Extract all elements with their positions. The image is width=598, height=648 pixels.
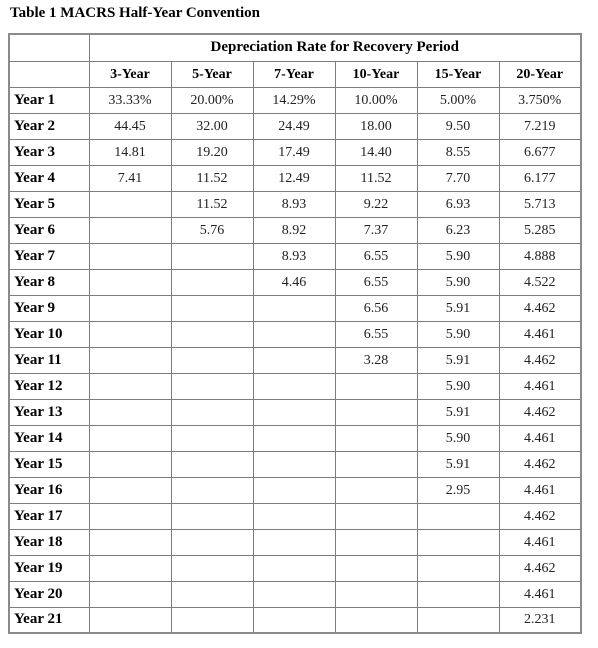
column-header: 20-Year (499, 61, 581, 87)
rate-cell (417, 503, 499, 529)
rate-cell: 4.46 (253, 269, 335, 295)
macrs-table (8, 33, 582, 634)
rate-cell: 7.219 (499, 113, 581, 139)
table-row (9, 399, 581, 425)
table-caption: Table 1 MACRS Half-Year Convention (10, 5, 261, 21)
rate-cell (253, 477, 335, 503)
rate-cell: 6.23 (417, 217, 499, 243)
row-label: Year 12 (9, 373, 89, 399)
header-row-label-cell (9, 61, 89, 87)
table-row (9, 113, 581, 139)
row-label: Year 1 (9, 87, 89, 113)
rate-cell: 8.93 (253, 243, 335, 269)
table-row (9, 139, 581, 165)
rate-cell (417, 581, 499, 607)
row-label: Year 8 (9, 269, 89, 295)
rate-cell: 5.90 (417, 321, 499, 347)
rate-cell (253, 503, 335, 529)
rate-cell (89, 295, 171, 321)
column-header: 3-Year (89, 61, 171, 87)
rate-cell (335, 581, 417, 607)
rate-cell (171, 503, 253, 529)
rate-cell (253, 607, 335, 633)
header-span-row (9, 34, 581, 61)
table-row (9, 425, 581, 451)
rate-cell: 7.70 (417, 165, 499, 191)
row-label: Year 16 (9, 477, 89, 503)
rate-cell: 5.91 (417, 399, 499, 425)
rate-cell: 6.677 (499, 139, 581, 165)
rate-cell: 2.95 (417, 477, 499, 503)
rate-cell (89, 503, 171, 529)
rate-cell (253, 373, 335, 399)
rate-cell: 8.93 (253, 191, 335, 217)
table-row (9, 529, 581, 555)
rate-cell: 44.45 (89, 113, 171, 139)
rate-cell: 17.49 (253, 139, 335, 165)
rate-cell (417, 529, 499, 555)
table-row (9, 373, 581, 399)
rate-cell (171, 529, 253, 555)
rate-cell (171, 399, 253, 425)
rate-cell (89, 425, 171, 451)
rate-cell (335, 451, 417, 477)
rate-cell (89, 581, 171, 607)
rate-cell: 20.00% (171, 87, 253, 113)
table-row (9, 217, 581, 243)
row-label: Year 3 (9, 139, 89, 165)
rate-cell (171, 347, 253, 373)
rate-cell (171, 269, 253, 295)
rate-cell: 4.461 (499, 373, 581, 399)
rate-cell (335, 555, 417, 581)
rate-cell (89, 347, 171, 373)
rate-cell (171, 243, 253, 269)
header-span-title: Depreciation Rate for Recovery Period (89, 34, 581, 61)
rate-cell (253, 529, 335, 555)
table-row (9, 581, 581, 607)
table-row (9, 347, 581, 373)
rate-cell: 4.462 (499, 295, 581, 321)
rate-cell (253, 295, 335, 321)
table-row (9, 607, 581, 633)
row-label: Year 17 (9, 503, 89, 529)
rate-cell: 11.52 (171, 165, 253, 191)
rate-cell: 4.522 (499, 269, 581, 295)
rate-cell: 6.56 (335, 295, 417, 321)
row-label: Year 19 (9, 555, 89, 581)
table-row (9, 87, 581, 113)
rate-cell (89, 269, 171, 295)
header-corner-cell (9, 34, 89, 61)
row-label: Year 15 (9, 451, 89, 477)
rate-cell (335, 529, 417, 555)
rate-cell (335, 373, 417, 399)
rate-cell (335, 477, 417, 503)
rate-cell: 4.462 (499, 347, 581, 373)
rate-cell: 5.91 (417, 295, 499, 321)
rate-cell (253, 347, 335, 373)
rate-cell: 14.40 (335, 139, 417, 165)
rate-cell: 5.91 (417, 451, 499, 477)
rate-cell: 2.231 (499, 607, 581, 633)
rate-cell: 4.888 (499, 243, 581, 269)
rate-cell: 18.00 (335, 113, 417, 139)
table-row (9, 503, 581, 529)
rate-cell: 5.90 (417, 425, 499, 451)
rate-cell: 5.90 (417, 269, 499, 295)
rate-cell (89, 607, 171, 633)
rate-cell (89, 399, 171, 425)
rate-cell (171, 321, 253, 347)
rate-cell: 8.92 (253, 217, 335, 243)
rate-cell (89, 243, 171, 269)
column-header: 7-Year (253, 61, 335, 87)
rate-cell (253, 321, 335, 347)
table-row (9, 321, 581, 347)
rate-cell: 4.461 (499, 529, 581, 555)
row-label: Year 2 (9, 113, 89, 139)
rate-cell: 4.461 (499, 425, 581, 451)
rate-cell (89, 529, 171, 555)
rate-cell (89, 451, 171, 477)
rate-cell: 5.713 (499, 191, 581, 217)
rate-cell: 6.55 (335, 321, 417, 347)
rate-cell (253, 425, 335, 451)
row-label: Year 5 (9, 191, 89, 217)
rate-cell (253, 581, 335, 607)
rate-cell: 4.462 (499, 555, 581, 581)
rate-cell: 11.52 (335, 165, 417, 191)
table-row (9, 477, 581, 503)
rate-cell (171, 373, 253, 399)
rate-cell: 11.52 (171, 191, 253, 217)
rate-cell (89, 321, 171, 347)
rate-cell: 5.00% (417, 87, 499, 113)
table-row (9, 165, 581, 191)
rate-cell: 6.93 (417, 191, 499, 217)
header-columns-row (9, 61, 581, 87)
row-label: Year 9 (9, 295, 89, 321)
table-body (9, 87, 581, 633)
rate-cell (171, 425, 253, 451)
rate-cell: 5.76 (171, 217, 253, 243)
table-row (9, 191, 581, 217)
rate-cell (89, 477, 171, 503)
rate-cell (417, 607, 499, 633)
table-row (9, 451, 581, 477)
table-row (9, 555, 581, 581)
table-row (9, 269, 581, 295)
rate-cell: 9.22 (335, 191, 417, 217)
column-header: 10-Year (335, 61, 417, 87)
rate-cell (171, 295, 253, 321)
rate-cell: 32.00 (171, 113, 253, 139)
rate-cell: 24.49 (253, 113, 335, 139)
rate-cell (171, 607, 253, 633)
rate-cell: 7.41 (89, 165, 171, 191)
rate-cell (89, 191, 171, 217)
rate-cell: 4.461 (499, 321, 581, 347)
rate-cell: 4.462 (499, 451, 581, 477)
rate-cell: 3.28 (335, 347, 417, 373)
rate-cell (335, 425, 417, 451)
rate-cell (171, 581, 253, 607)
rate-cell: 6.177 (499, 165, 581, 191)
rate-cell: 9.50 (417, 113, 499, 139)
row-label: Year 18 (9, 529, 89, 555)
row-label: Year 20 (9, 581, 89, 607)
rate-cell: 4.461 (499, 581, 581, 607)
rate-cell (335, 503, 417, 529)
rate-cell: 4.462 (499, 503, 581, 529)
rate-cell (171, 477, 253, 503)
rate-cell: 6.55 (335, 243, 417, 269)
row-label: Year 7 (9, 243, 89, 269)
rate-cell: 10.00% (335, 87, 417, 113)
rate-cell: 5.90 (417, 373, 499, 399)
rate-cell: 3.750% (499, 87, 581, 113)
rate-cell: 8.55 (417, 139, 499, 165)
rate-cell: 5.285 (499, 217, 581, 243)
row-label: Year 11 (9, 347, 89, 373)
rate-cell: 4.461 (499, 477, 581, 503)
rate-cell: 33.33% (89, 87, 171, 113)
table-row (9, 243, 581, 269)
rate-cell (253, 399, 335, 425)
rate-cell (335, 607, 417, 633)
row-label: Year 21 (9, 607, 89, 633)
rate-cell (171, 555, 253, 581)
rate-cell (171, 451, 253, 477)
rate-cell: 6.55 (335, 269, 417, 295)
rate-cell: 14.29% (253, 87, 335, 113)
table-row (9, 295, 581, 321)
rate-cell (89, 217, 171, 243)
column-header: 15-Year (417, 61, 499, 87)
rate-cell (89, 555, 171, 581)
rate-cell (417, 555, 499, 581)
rate-cell: 12.49 (253, 165, 335, 191)
rate-cell: 5.90 (417, 243, 499, 269)
rate-cell (335, 399, 417, 425)
row-label: Year 14 (9, 425, 89, 451)
rate-cell (89, 373, 171, 399)
rate-cell (253, 555, 335, 581)
rate-cell: 4.462 (499, 399, 581, 425)
row-label: Year 6 (9, 217, 89, 243)
rate-cell (253, 451, 335, 477)
row-label: Year 10 (9, 321, 89, 347)
rate-cell: 14.81 (89, 139, 171, 165)
rate-cell: 5.91 (417, 347, 499, 373)
rate-cell: 19.20 (171, 139, 253, 165)
row-label: Year 4 (9, 165, 89, 191)
rate-cell: 7.37 (335, 217, 417, 243)
row-label: Year 13 (9, 399, 89, 425)
column-header: 5-Year (171, 61, 253, 87)
